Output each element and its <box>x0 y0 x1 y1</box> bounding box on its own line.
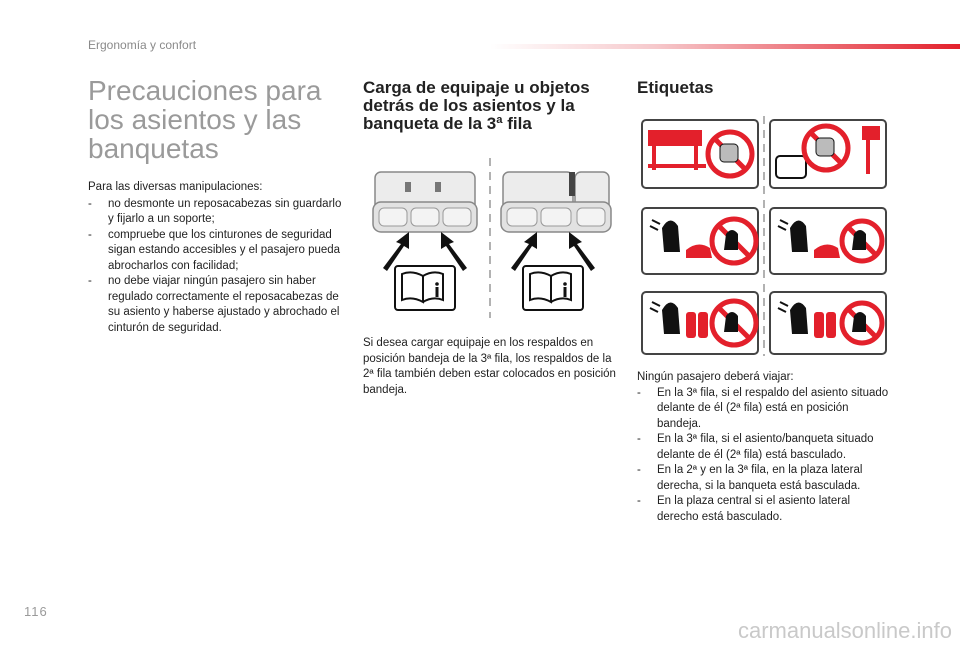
list-item: - En la 3ª fila, si el asiento/banqueta situado delante de él (2ª fila) está basculado. <box>637 433 874 461</box>
right-bullet-list <box>637 386 892 526</box>
list-item-text: En la plaza central si el asiento lateral derecho está basculado. <box>657 495 851 523</box>
list-item-text: En la 3ª fila, si el respaldo del asiento situado delante de él (2ª fila) está en posición bandeja. <box>657 386 889 430</box>
list-item: - no desmonte un reposacabezas sin guardarlo y fijarlo a un soporte; <box>88 197 342 225</box>
luggage-illustration <box>365 158 615 318</box>
list-item: - no debe viajar ningún pasajero sin haber regulado correctamente el reposacabezas de su asiento y haberse ajustado y abrochado el cinturón de seguridad. <box>88 275 340 334</box>
list-item-text: En la 3ª fila, si el asiento/banqueta situado delante de él (2ª fila) está basculado. <box>657 433 874 461</box>
left-intro: Para las diversas manipulaciones: <box>88 181 263 193</box>
list-item: - En la 3ª fila, si el respaldo del asiento situado delante de él (2ª fila) está en posición bandeja. <box>637 386 889 430</box>
list-item-text: En la 2ª y en la 3ª fila, en la plaza lateral derecha, si la banqueta está basculada. <box>657 464 863 492</box>
manual-book-icon <box>523 266 583 310</box>
left-column <box>88 180 343 336</box>
labels-section-title: Etiquetas <box>637 78 714 97</box>
luggage-section-text: Si desea cargar equipaje en los respaldos en posición bandeja de la 3ª fila, los respaldos de la 2ª fila también deben estar colocados en posición bandeja. <box>363 337 616 396</box>
label-seat-tray <box>642 120 758 188</box>
seat-row-right <box>501 172 611 232</box>
right-column <box>637 370 892 525</box>
left-bullet-list <box>88 197 343 337</box>
label-row2-left <box>642 208 758 274</box>
list-item-text: compruebe que los cinturones de seguridad sigan estando accesibles y el pasajero pueda abrocharlos con facilidad; <box>108 228 341 272</box>
list-item-text: no desmonte un reposacabezas sin guardarlo y fijarlo a un soporte; <box>108 197 342 225</box>
section-header: Ergonomía y confort <box>88 38 197 52</box>
page-number: 116 <box>24 604 48 619</box>
right-intro: Ningún pasajero deberá viajar: <box>637 371 794 383</box>
page-title: Precauciones para los asientos y las banquetas <box>88 75 322 164</box>
label-seat-tipped <box>770 120 886 188</box>
label-row3-right <box>770 292 886 354</box>
manual-book-icon <box>395 266 455 310</box>
list-item-text: no debe viajar ningún pasajero sin haber regulado correctamente el reposacabezas de su asiento y haberse ajustado y abrochado el cinturón de seguridad. <box>108 275 340 334</box>
list-item: - En la plaza central si el asiento lateral derecho está basculado. <box>637 495 851 523</box>
seat-row-left <box>373 172 477 232</box>
label-row3-left <box>642 292 758 354</box>
luggage-section-title: Carga de equipaje u objetos detrás de los asientos y la banqueta de la 3ª fila <box>363 78 590 133</box>
label-row2-right <box>770 208 886 274</box>
header-accent-bar <box>490 44 960 49</box>
warning-labels-illustration <box>640 116 888 356</box>
list-item: - En la 2ª y en la 3ª fila, en la plaza lateral derecha, si la banqueta está basculada. <box>637 464 863 492</box>
list-item: - compruebe que los cinturones de seguridad sigan estando accesibles y el pasajero pueda abrocharlos con facilidad; <box>88 228 341 272</box>
watermark: carmanualsonline.info <box>737 618 952 643</box>
